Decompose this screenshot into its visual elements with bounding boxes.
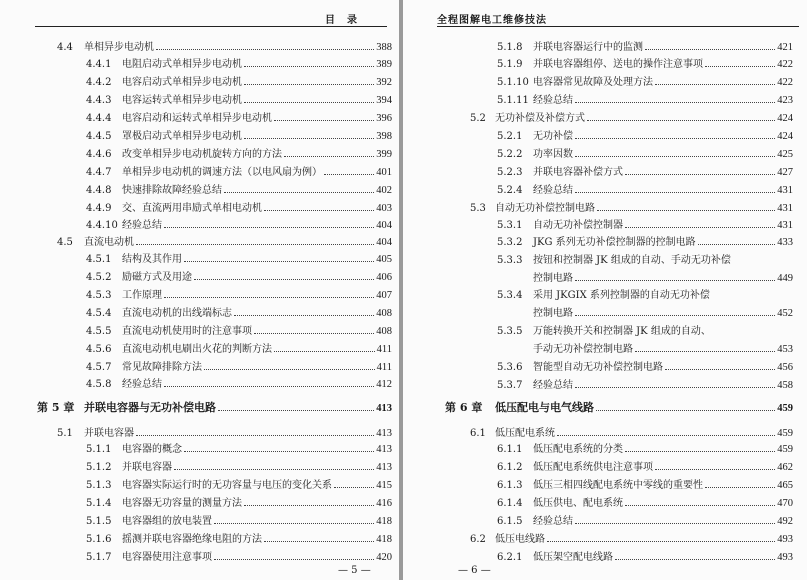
toc-entry-number: 5.1 xyxy=(57,428,73,439)
toc-entry-title: 交、直流两用串励式单相电动机 xyxy=(122,203,262,214)
toc-page-number: 412 xyxy=(376,379,392,390)
toc-entry-number: 5.3.1 xyxy=(497,220,523,231)
toc-page-number: 402 xyxy=(376,185,392,196)
toc-dot-leader xyxy=(575,269,775,281)
toc-dot-leader xyxy=(264,530,374,542)
toc-page-number: 420 xyxy=(376,552,392,563)
toc-page-number: 413 xyxy=(376,444,392,455)
toc-entry-title: 电容器无功容量的测量方法 xyxy=(122,498,242,509)
toc-page-number: 449 xyxy=(777,273,793,284)
toc-entry-number: 6.1 xyxy=(470,428,486,439)
toc-page-number: 413 xyxy=(376,403,392,414)
toc-entry-title: 自动无功补偿控制器 xyxy=(533,220,623,231)
toc-subsection-entry xyxy=(497,512,793,528)
toc-dot-leader xyxy=(184,250,374,262)
right-page-folio: — 6 — xyxy=(458,565,491,576)
toc-dot-leader xyxy=(164,375,374,387)
toc-dot-leader xyxy=(244,55,374,67)
toc-subsection-entry xyxy=(86,512,392,528)
toc-page-number: 456 xyxy=(777,362,793,373)
toc-subsection-entry xyxy=(497,216,793,232)
toc-chapter-entry xyxy=(445,399,793,415)
toc-dot-leader xyxy=(575,127,775,139)
toc-page-number: 459 xyxy=(777,403,793,414)
toc-dot-leader xyxy=(136,233,374,245)
toc-page-number: 423 xyxy=(777,95,793,106)
toc-section-entry xyxy=(470,199,793,215)
toc-dot-leader xyxy=(254,322,374,334)
toc-subsection-entry xyxy=(86,73,392,89)
toc-entry-title: 电容器的概念 xyxy=(122,444,182,455)
toc-subsection-entry xyxy=(497,251,793,267)
toc-entry-number: 4.4.1 xyxy=(86,59,112,70)
toc-entry-number: 5.1.10 xyxy=(497,77,529,88)
toc-page-number: 470 xyxy=(777,498,793,509)
toc-page-number: 453 xyxy=(777,344,793,355)
toc-dot-leader xyxy=(214,548,374,560)
toc-entry-title: 控制电路 xyxy=(533,273,573,284)
toc-entry-number: 5.3.4 xyxy=(497,290,523,301)
toc-dot-leader xyxy=(575,145,775,157)
toc-entry-title: 并联电容器运行中的监测 xyxy=(533,42,643,53)
toc-page-number: 407 xyxy=(376,290,392,301)
toc-entry-title: 低压供电、配电系统 xyxy=(533,498,623,509)
toc-entry-number: 5.3.7 xyxy=(497,380,523,391)
toc-subsection-entry xyxy=(497,376,793,392)
toc-dot-leader xyxy=(615,548,775,560)
toc-entry-title: 经验总结 xyxy=(533,516,573,527)
toc-subsection-entry xyxy=(86,181,392,197)
toc-subsection-entry xyxy=(497,55,793,71)
toc-subsection-entry xyxy=(86,55,392,71)
left-running-header: 目 录 xyxy=(325,15,358,26)
toc-entry-title: 直流电动机使用时的注意事项 xyxy=(122,326,252,337)
toc-entry-number: 5.1.11 xyxy=(497,95,529,106)
toc-page-number: 403 xyxy=(376,203,392,214)
toc-page-number: 433 xyxy=(777,237,793,248)
toc-entry-number: 5.1.2 xyxy=(86,462,112,473)
toc-dot-leader xyxy=(274,109,374,121)
toc-page-number: 411 xyxy=(376,344,392,355)
toc-subsection-entry xyxy=(86,250,392,266)
toc-page-number: 416 xyxy=(376,498,392,509)
toc-entry-number: 6.1.4 xyxy=(497,498,523,509)
toc-dot-leader xyxy=(575,512,775,524)
toc-page-number: 396 xyxy=(376,113,392,124)
toc-page-number: 405 xyxy=(376,254,392,265)
toc-entry-number: 4.5 xyxy=(57,237,73,248)
toc-entry-title: 电阻启动式单相异步电动机 xyxy=(122,59,242,70)
toc-entry-number: 5.1.7 xyxy=(86,552,112,563)
toc-dot-leader xyxy=(224,181,374,193)
toc-page-number: 459 xyxy=(777,428,793,439)
toc-section-entry xyxy=(57,233,392,249)
toc-entry-title: 常见故障排除方法 xyxy=(122,362,202,373)
toc-entry-number: 4.4.2 xyxy=(86,77,112,88)
toc-subsection-entry xyxy=(86,476,392,492)
toc-entry-title: 并联电容器 xyxy=(84,428,134,439)
toc-dot-leader xyxy=(324,163,374,175)
toc-section-entry xyxy=(470,109,793,125)
toc-entry-number: 4.4.7 xyxy=(86,167,112,178)
toc-entry-number: 6.2 xyxy=(470,534,486,545)
toc-dot-leader xyxy=(174,458,374,470)
toc-entry-number: 第 6 章 xyxy=(445,401,483,414)
toc-page-number: 418 xyxy=(376,534,392,545)
toc-entry-title: 电容启动和运转式单相异步电动机 xyxy=(122,113,272,124)
toc-subsection-entry xyxy=(497,145,793,161)
toc-entry-title: 无功补偿及补偿方式 xyxy=(495,113,585,124)
toc-entry-number: 5.1.1 xyxy=(86,444,112,455)
toc-dot-leader xyxy=(204,358,375,370)
toc-dot-leader xyxy=(655,73,775,85)
toc-entry-title: 单相异步电动机 xyxy=(84,42,154,53)
toc-entry-title: 快速排除故障经验总结 xyxy=(122,185,222,196)
toc-dot-leader xyxy=(698,233,776,245)
toc-entry-title: 智能型自动无功补偿控制电路 xyxy=(533,362,663,373)
toc-entry-title: 经验总结 xyxy=(122,220,162,231)
toc-page-number: 431 xyxy=(777,185,793,196)
toc-page-number: 394 xyxy=(376,95,392,106)
toc-entry-number: 5.2.2 xyxy=(497,149,523,160)
toc-dot-leader xyxy=(218,399,374,411)
toc-entry-number: 6.1.1 xyxy=(497,444,523,455)
toc-subsection-entry xyxy=(86,530,392,546)
toc-dot-leader xyxy=(274,340,375,352)
toc-dot-leader xyxy=(164,216,374,228)
toc-entry-number: 4.5.8 xyxy=(86,379,112,390)
toc-dot-leader xyxy=(557,424,775,436)
toc-page-number: 401 xyxy=(376,167,392,178)
toc-subsection-entry xyxy=(497,38,793,54)
toc-entry-number: 4.5.3 xyxy=(86,290,112,301)
toc-entry-title: 励磁方式及用途 xyxy=(122,272,192,283)
toc-page-number: 493 xyxy=(777,552,793,563)
toc-page-number: 427 xyxy=(777,167,793,178)
toc-page-number: 404 xyxy=(376,237,392,248)
toc-subsection-entry xyxy=(497,91,793,107)
toc-entry-title: 自动无功补偿控制电路 xyxy=(495,203,595,214)
toc-dot-leader xyxy=(645,38,775,50)
toc-entry-number: 6.1.2 xyxy=(497,462,523,473)
toc-page-number: 459 xyxy=(777,444,793,455)
toc-dot-leader xyxy=(575,181,775,193)
toc-entry-title: 并联电容器补偿方式 xyxy=(533,167,623,178)
toc-entry-title: 低压配电与电气线路 xyxy=(495,401,594,414)
toc-subsection-entry xyxy=(497,269,793,285)
toc-dot-leader xyxy=(214,512,374,524)
toc-entry-title: 功率因数 xyxy=(533,149,573,160)
toc-page-number: 425 xyxy=(777,149,793,160)
toc-entry-title: 低压三相四线配电系统中零线的重要性 xyxy=(533,480,703,491)
toc-page-number: 404 xyxy=(376,220,392,231)
toc-page-number: 462 xyxy=(777,462,793,473)
toc-page-number: 492 xyxy=(777,516,793,527)
toc-dot-leader xyxy=(575,376,775,388)
toc-subsection-entry xyxy=(86,304,392,320)
toc-entry-title: 罩极启动式单相异步电动机 xyxy=(122,131,242,142)
toc-entry-title: 经验总结 xyxy=(533,380,573,391)
toc-subsection-entry xyxy=(86,375,392,391)
toc-page-number: 388 xyxy=(376,42,392,53)
toc-entry-title: 工作原理 xyxy=(122,290,162,301)
toc-entry-number: 4.4.4 xyxy=(86,113,112,124)
toc-entry-title: 改变单相异步电动机旋转方向的方法 xyxy=(122,149,282,160)
toc-chapter-entry xyxy=(37,399,392,415)
toc-dot-leader xyxy=(264,199,374,211)
toc-dot-leader xyxy=(156,38,374,50)
toc-subsection-entry xyxy=(86,91,392,107)
toc-subsection-entry xyxy=(497,73,793,89)
toc-dot-leader xyxy=(665,358,775,370)
toc-entry-number: 6.2.1 xyxy=(497,552,523,563)
toc-subsection-entry xyxy=(86,548,392,564)
toc-entry-title: 并联电容器与无功补偿电路 xyxy=(84,401,216,414)
toc-page-number: 493 xyxy=(777,534,793,545)
toc-section-entry xyxy=(57,424,392,440)
toc-page-number: 431 xyxy=(777,220,793,231)
toc-dot-leader xyxy=(184,440,374,452)
toc-dot-leader xyxy=(705,55,775,67)
toc-entry-number: 4.4.3 xyxy=(86,95,112,106)
toc-section-entry xyxy=(57,38,392,54)
toc-entry-title: 直流电动机电刷出火花的判断方法 xyxy=(122,344,272,355)
toc-entry-title: 经验总结 xyxy=(533,95,573,106)
toc-dot-leader xyxy=(547,530,775,542)
toc-subsection-entry xyxy=(86,216,392,232)
toc-entry-number: 4.5.1 xyxy=(86,254,112,265)
toc-entry-number: 5.3 xyxy=(470,203,486,214)
toc-entry-title: 控制电路 xyxy=(533,308,573,319)
toc-dot-leader xyxy=(194,268,374,280)
toc-dot-leader xyxy=(575,91,775,103)
toc-subsection-entry xyxy=(86,109,392,125)
toc-page-number: 389 xyxy=(376,59,392,70)
left-header-rule xyxy=(35,26,387,27)
toc-entry-number: 4.5.2 xyxy=(86,272,112,283)
toc-dot-leader xyxy=(625,163,775,175)
toc-dot-leader xyxy=(587,109,775,121)
toc-entry-number: 4.4.8 xyxy=(86,185,112,196)
right-page xyxy=(403,0,807,580)
toc-entry-title: 低压配电系统供电注意事项 xyxy=(533,462,653,473)
toc-entry-number: 4.4.9 xyxy=(86,203,112,214)
toc-page-number: 422 xyxy=(777,59,793,70)
toc-entry-number: 5.1.4 xyxy=(86,498,112,509)
toc-entry-number: 4.5.5 xyxy=(86,326,112,337)
toc-subsection-entry xyxy=(497,181,793,197)
right-header-rule xyxy=(437,26,799,27)
left-page-folio: — 5 — xyxy=(338,565,371,576)
toc-page-number: 392 xyxy=(376,77,392,88)
toc-page-number: 465 xyxy=(777,480,793,491)
toc-dot-leader xyxy=(334,476,374,488)
toc-entry-number: 5.1.8 xyxy=(497,42,523,53)
toc-entry-number: 5.3.2 xyxy=(497,237,523,248)
toc-dot-leader xyxy=(635,340,775,352)
toc-subsection-entry xyxy=(497,286,793,302)
toc-subsection-entry xyxy=(497,494,793,510)
toc-entry-title: 经验总结 xyxy=(533,185,573,196)
toc-entry-number: 5.3.6 xyxy=(497,362,523,373)
toc-entry-title: 直流电动机 xyxy=(84,237,134,248)
toc-entry-title: 经验总结 xyxy=(122,379,162,390)
toc-entry-number: 5.1.5 xyxy=(86,516,112,527)
toc-entry-number: 5.3.3 xyxy=(497,255,523,266)
toc-subsection-entry xyxy=(86,145,392,161)
toc-dot-leader xyxy=(244,73,374,85)
toc-subsection-entry xyxy=(497,458,793,474)
toc-entry-number: 4.4.5 xyxy=(86,131,112,142)
toc-dot-leader xyxy=(575,304,775,316)
toc-dot-leader xyxy=(655,458,775,470)
toc-dot-leader xyxy=(625,216,775,228)
toc-dot-leader xyxy=(234,304,374,316)
toc-page-number: 408 xyxy=(376,326,392,337)
toc-entry-title: 电容器组的放电装置 xyxy=(122,516,212,527)
toc-entry-title: 采用 JKGIX 系列控制器的自动无功补偿 xyxy=(533,290,710,301)
toc-page-number: 413 xyxy=(376,428,392,439)
toc-entry-number: 5.2.3 xyxy=(497,167,523,178)
toc-entry-title: 电容运转式单相异步电动机 xyxy=(122,95,242,106)
toc-page-number: 424 xyxy=(777,113,793,124)
toc-entry-title: 低压电线路 xyxy=(495,534,545,545)
toc-entry-title: 电容器实际运行时的无功容量与电压的变化关系 xyxy=(122,480,332,491)
toc-entry-number: 4.5.6 xyxy=(86,344,112,355)
toc-page-number: 422 xyxy=(777,77,793,88)
toc-subsection-entry xyxy=(497,340,793,356)
toc-entry-title: 低压架空配电线路 xyxy=(533,552,613,563)
toc-entry-title: 电容启动式单相异步电动机 xyxy=(122,77,242,88)
toc-subsection-entry xyxy=(497,304,793,320)
toc-entry-number: 第 5 章 xyxy=(37,401,75,414)
toc-page-number: 406 xyxy=(376,272,392,283)
toc-page-number: 408 xyxy=(376,308,392,319)
toc-entry-title: 单相异步电动机的调速方法（以电风扇为例） xyxy=(122,167,322,178)
toc-page-number: 452 xyxy=(777,308,793,319)
toc-page-number: 413 xyxy=(376,462,392,473)
toc-page-number: 458 xyxy=(777,380,793,391)
toc-page-number: 418 xyxy=(376,516,392,527)
toc-entry-number: 5.1.9 xyxy=(497,59,523,70)
toc-subsection-entry xyxy=(497,440,793,456)
toc-entry-number: 6.1.5 xyxy=(497,516,523,527)
toc-dot-leader xyxy=(597,199,775,211)
toc-subsection-entry xyxy=(497,476,793,492)
toc-subsection-entry xyxy=(86,322,392,338)
toc-page-number: 399 xyxy=(376,149,392,160)
toc-page-number: 421 xyxy=(777,42,793,53)
left-page xyxy=(0,0,399,580)
toc-page-number: 431 xyxy=(777,203,793,214)
toc-entry-number: 5.3.5 xyxy=(497,326,523,337)
toc-subsection-entry xyxy=(86,127,392,143)
toc-dot-leader xyxy=(244,91,374,103)
toc-dot-leader xyxy=(244,494,374,506)
toc-dot-leader xyxy=(284,145,374,157)
toc-entry-title: 手动无功补偿控制电路 xyxy=(533,344,633,355)
toc-entry-title: 电容器使用注意事项 xyxy=(122,552,212,563)
toc-dot-leader xyxy=(625,440,775,452)
toc-entry-title: 直流电动机的出线端标志 xyxy=(122,308,232,319)
toc-dot-leader xyxy=(136,424,374,436)
toc-entry-title: JKG 系列无功补偿控制器的控制电路 xyxy=(533,237,696,248)
toc-entry-number: 4.5.4 xyxy=(86,308,112,319)
toc-entry-number: 4.4.10 xyxy=(86,220,118,231)
toc-entry-title: 低压配电系统 xyxy=(495,428,555,439)
toc-subsection-entry xyxy=(497,233,793,249)
toc-page-number: 411 xyxy=(376,362,392,373)
toc-entry-title: 无功补偿 xyxy=(533,131,573,142)
toc-entry-title: 摇测并联电容器绝缘电阻的方法 xyxy=(122,534,262,545)
toc-subsection-entry xyxy=(86,458,392,474)
toc-entry-number: 6.1.3 xyxy=(497,480,523,491)
toc-entry-title: 电容器常见故障及处理方法 xyxy=(533,77,653,88)
toc-entry-title: 万能转换开关和控制器 JK 组成的自动、 xyxy=(533,326,711,337)
toc-subsection-entry xyxy=(86,340,392,356)
toc-subsection-entry xyxy=(86,440,392,456)
toc-dot-leader xyxy=(164,286,374,298)
toc-entry-number: 5.1.3 xyxy=(86,480,112,491)
toc-subsection-entry xyxy=(497,163,793,179)
toc-subsection-entry xyxy=(86,268,392,284)
toc-dot-leader xyxy=(705,476,775,488)
toc-entry-title: 并联电容器组停、送电的操作注意事项 xyxy=(533,59,703,70)
toc-page-number: 415 xyxy=(376,480,392,491)
toc-entry-number: 4.4 xyxy=(57,42,73,53)
toc-subsection-entry xyxy=(497,127,793,143)
toc-entry-title: 低压配电系统的分类 xyxy=(533,444,623,455)
toc-subsection-entry xyxy=(86,358,392,374)
toc-section-entry xyxy=(470,424,793,440)
toc-subsection-entry xyxy=(497,358,793,374)
toc-subsection-entry xyxy=(86,494,392,510)
toc-entry-number: 5.2.1 xyxy=(497,131,523,142)
toc-entry-number: 4.5.7 xyxy=(86,362,112,373)
toc-dot-leader xyxy=(625,494,775,506)
toc-entry-title: 结构及其作用 xyxy=(122,254,182,265)
toc-subsection-entry xyxy=(497,548,793,564)
toc-entry-number: 4.4.6 xyxy=(86,149,112,160)
toc-subsection-entry xyxy=(497,322,793,338)
toc-subsection-entry xyxy=(86,286,392,302)
toc-entry-title: 按钮和控制器 JK 组成的自动、手动无功补偿 xyxy=(533,255,731,266)
toc-dot-leader xyxy=(596,399,775,411)
toc-entry-number: 5.1.6 xyxy=(86,534,112,545)
toc-entry-title: 并联电容器 xyxy=(122,462,172,473)
toc-subsection-entry xyxy=(86,199,392,215)
toc-page-number: 398 xyxy=(376,131,392,142)
toc-page-number: 424 xyxy=(777,131,793,142)
toc-subsection-entry xyxy=(86,163,392,179)
toc-entry-number: 5.2.4 xyxy=(497,185,523,196)
toc-dot-leader xyxy=(244,127,374,139)
right-running-header: 全程图解电工维修技法 xyxy=(437,15,547,26)
toc-entry-number: 5.2 xyxy=(470,113,486,124)
toc-section-entry xyxy=(470,530,793,546)
